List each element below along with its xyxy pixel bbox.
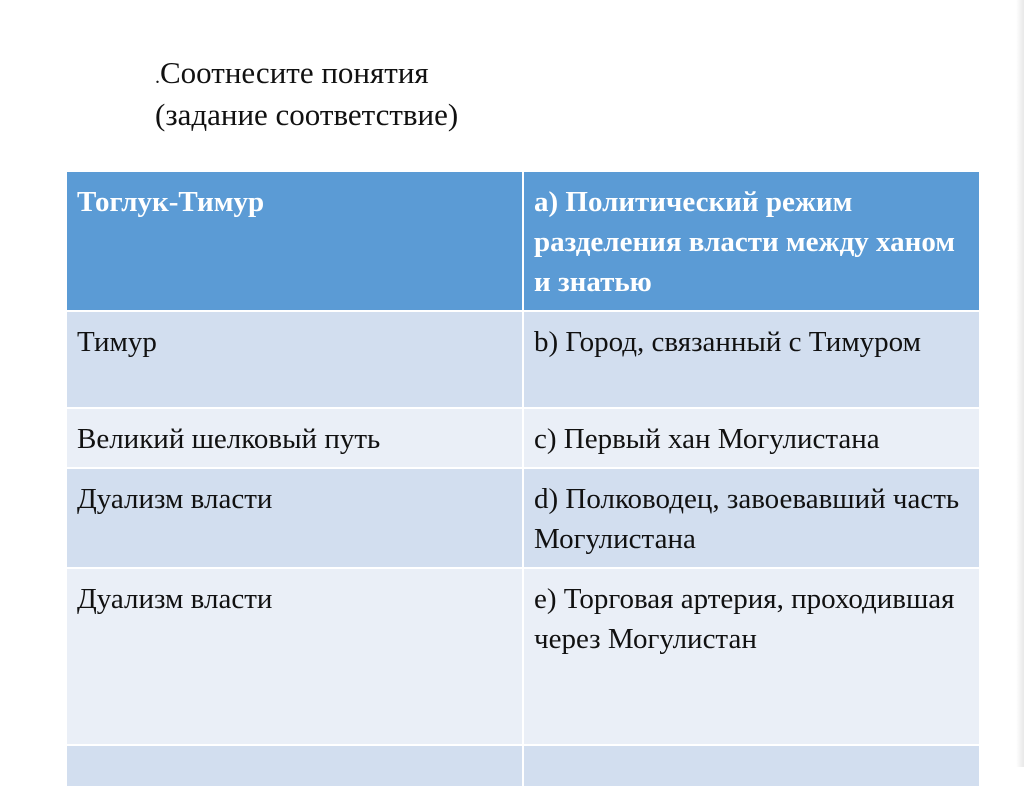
title-line-2: (задание соответствие) — [155, 97, 459, 132]
definition-cell: b) Город, связанный с Тимуром — [523, 311, 980, 408]
header-left-cell: Тоглук-Тимур — [67, 172, 523, 311]
table-row — [67, 408, 980, 468]
definition-cell: е) Торговая артерия, проходившая через Могулистан — [523, 568, 980, 745]
definition-cell — [523, 745, 980, 787]
slide-title — [155, 54, 458, 134]
title-line-1 — [155, 54, 458, 96]
table-row-empty — [67, 745, 980, 787]
table-row — [67, 311, 980, 408]
concept-cell: Дуализм власти — [67, 568, 523, 745]
definition-cell: d) Полководец, завоевавший часть Могулистана — [523, 468, 980, 568]
concept-cell: Великий шелковый путь — [67, 408, 523, 468]
concept-cell — [67, 745, 523, 787]
slide-edge-shadow — [1016, 0, 1024, 767]
matching-table — [67, 172, 981, 788]
table-header-row — [67, 172, 980, 311]
header-right-cell: а) Политический режим разделения власти между ханом и знатью — [523, 172, 980, 311]
title-text-1: Соотнесите понятия — [160, 55, 429, 90]
concept-cell: Дуализм власти — [67, 468, 523, 568]
table-row — [67, 468, 980, 568]
table-row — [67, 568, 980, 745]
definition-cell: с) Первый хан Могулистана — [523, 408, 980, 468]
concept-cell: Тимур — [67, 311, 523, 408]
title-dot: . — [155, 66, 160, 88]
